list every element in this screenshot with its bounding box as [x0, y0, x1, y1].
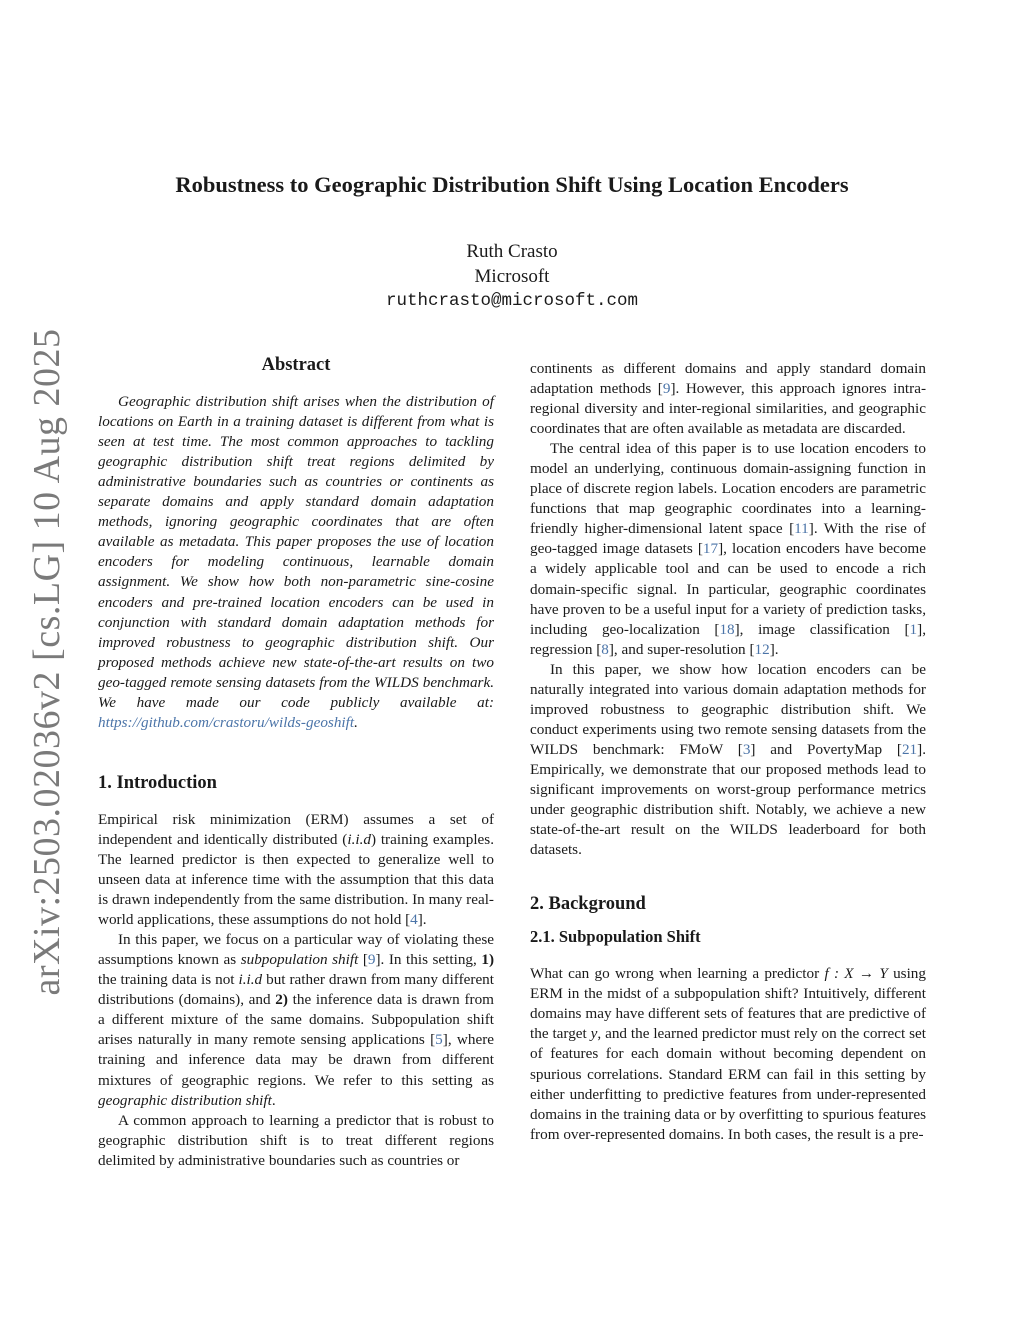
citation-link[interactable]: 17 — [702, 540, 719, 558]
citation-link[interactable]: 11 — [794, 520, 809, 538]
citation-link[interactable]: 12 — [754, 640, 770, 658]
author-email: ruthcrasto@microsoft.com — [385, 291, 639, 311]
citation-link[interactable]: 21 — [901, 740, 918, 758]
citation-link[interactable]: 5 — [435, 1031, 443, 1049]
citation-link[interactable]: 4 — [410, 911, 418, 929]
intro-paragraph-5: In this paper, we show how location encoders can be naturally integrated into various domain adaptation methods for improved robustness to geographic distribution shift. We conduct experiments using two remote sensing datasets from the WILDS benchmark: FMoW [3] and PovertyMap [21]. Empirically, we demonstrate that our proposed methods lead to significant improvements on worst-group performance metrics under geographic distribution shift. Notably, we achieve a new state-of-the-art result on the WILDS leaderboard for both datasets. — [530, 660, 926, 859]
abstract-text: Geographic distribution shift arises when the distribution of locations on Earth in a training dataset is different from what is seen at test time. The most common approaches to tackling geographic distribution shift treat regions delimited by administrative boundaries such as countries or continents as separate domains and apply standard domain adaptation methods, ignoring geographic coordinates that are often available as metadata. This paper proposes the use of location encoders for modeling continuous, learnable domain assignment. We show how both non-parametric sine-cosine encoders and pre-trained location encoders can be used in conjunction with standard domain adaptation methods for improved robustness to geographic distribution shift. Our proposed methods achieve new state-of-the-art results on two geo-tagged remote sensing datasets from the WILDS benchmark. We have made our code publicly available at: — [98, 393, 494, 711]
author-block — [0, 239, 1024, 314]
citation-link[interactable]: 1 — [909, 620, 918, 638]
author-name: Ruth Crasto — [466, 241, 558, 262]
paper-title: Robustness to Geographic Distribution Shift Using Location Encoders — [175, 172, 849, 197]
intro-paragraph-3-continued: continents as different domains and apply standard domain adaptation methods [9]. However, this approach ignores intra-regional diversity and inter-regional similarities, and geographic coordinates that are often available as metadata are discarded. — [530, 360, 926, 438]
citation-link[interactable]: 3 — [742, 740, 751, 758]
abstract-heading: Abstract — [261, 355, 331, 375]
math-predictor: f : X → Y — [824, 965, 888, 983]
intro-paragraph-3: A common approach to learning a predictor that is robust to geographic distribution shift is to treat different regions delimited by administrative boundaries such as countries or — [98, 1111, 494, 1169]
author-affiliation: Microsoft — [474, 266, 550, 287]
subpopulation-shift-heading: 2.1. Subpopulation Shift — [530, 927, 701, 947]
citation-link[interactable]: 18 — [719, 620, 735, 638]
citation-link[interactable]: 9 — [662, 380, 671, 398]
citation-link[interactable]: 9 — [367, 951, 376, 969]
background-heading: 2. Background — [530, 894, 646, 915]
citation-link[interactable]: 8 — [601, 640, 609, 658]
math-target: y — [590, 1025, 598, 1043]
right-column — [530, 359, 926, 1145]
background-paragraph-1: What can go wrong when learning a predictor f : X → Y using ERM in the midst of a subpopulation shift? Intuitively, different domains may have different sets of features that are predictive of the target y, and the learned predictor must rely on the correct set of features for each domain without becoming dependent on spurious correlations. Standard ERM can fail in this setting by either underfitting to predictive features from under-represented domains in the training data or by overfitting to spurious features from over-represented domains. In both cases, the result is a pre- — [530, 965, 926, 1143]
code-repository-link[interactable]: https://github.com/crastoru/wilds-geoshift — [98, 713, 355, 731]
abstract-body: Geographic distribution shift arises when the distribution of locations on Earth in a training dataset is different from what is seen at test time. The most common approaches to tackling geographic distribution shift treat regions delimited by administrative boundaries such as countries or continents as separate domains and apply standard domain adaptation methods, ignoring geographic coordinates that are often available as metadata. This paper proposes the use of location encoders for modeling continuous, learnable domain assignment. We show how both non-parametric sine-cosine encoders and pre-trained location encoders can be used in conjunction with standard domain adaptation methods for improved robustness to geographic distribution shift. Our proposed methods achieve new state-of-the-art results on two geo-tagged remote sensing datasets from the WILDS benchmark. We have made our code publicly available at: https://github.com/crastoru/wilds-geoshift. — [98, 393, 494, 731]
introduction-heading: 1. Introduction — [98, 772, 217, 793]
arxiv-identifier: arXiv:2503.02036v2 [cs.LG] 10 Aug 2025 — [26, 328, 68, 996]
intro-paragraph-2: In this paper, we focus on a particular way of violating these assumptions known as subpopulation shift [9]. In this setting, 1) the training data is not i.i.d but rather drawn from many different distributions (domains), and 2) the inference data is drawn from a different mixture of the same domains. Subpopulation shift arises naturally in many remote sensing applications [5], where training and inference data may be drawn from different mixtures of geographic regions. We refer to this setting as geographic distribution shift. — [98, 931, 495, 1109]
intro-paragraph-4: The central idea of this paper is to use location encoders to model an underlying, continuous domain-assigning function in place of discrete region labels. Location encoders are parametric functions that map geographic coordinates into a learning-friendly higher-dimensional latent space [11]. With the rise of geo-tagged image datasets [17], location encoders have become a widely applicable tool and can be used to encode a rich domain-specific signal. In particular, geographic coordinates have proven to be a useful input for a variety of prediction tasks, including geo-localization [18], image classification [1], regression [8], and super-resolution [12]. — [530, 440, 926, 658]
left-column — [98, 355, 494, 1171]
intro-paragraph-1: Empirical risk minimization (ERM) assumes a set of independent and identically distributed (i.i.d) training examples. The learned predictor is then expected to generalize well to unseen data at inference time with the assumption that this data is drawn independently from the same distribution. In many real-world applications, these assumptions do not hold [4]. — [98, 810, 494, 929]
